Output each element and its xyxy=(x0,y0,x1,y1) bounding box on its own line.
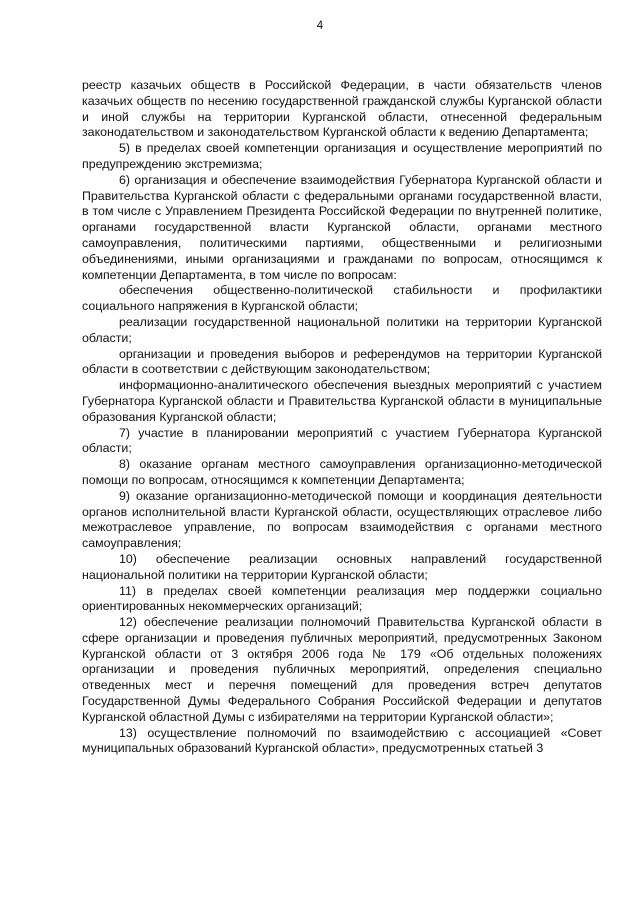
paragraph-item-5: 5) в пределах своей компетенции организация и осуществление мероприятий по предупреждению экстремизма; xyxy=(82,141,602,171)
page-number: 4 xyxy=(316,20,324,32)
paragraph-item-12: 12) обеспечение реализации полномочий Правительства Курганской области в сфере организации и проведения публичных мероприятий, предусмотренных Законом Курганской области от 3 октября 2006 года № 179 «Об отдельных положениях организации и проведения публичных мероприятий, определения специально отведенных мест и перечня помещений для проведения встреч депутатов Государственной Думы Федерального Собрания Российской Федерации и депутатов Курганской областной Думы с избирателями на территории Курганской области»; xyxy=(82,615,602,724)
paragraph-subitem-stability: обеспечения общественно-политической стабильности и профилактики социального напряжения в Курганской области; xyxy=(82,283,602,314)
paragraph-item-8: 8) оказание органам местного самоуправления организационно-методической помощи по вопросам, относящимся к компетенции Департамента; xyxy=(82,457,602,487)
paragraph-subitem-national-policy: реализации государственной национальной политики на территории Курганской области; xyxy=(82,314,602,345)
document-body xyxy=(82,78,602,757)
paragraph-item-13: 13) осуществление полномочий по взаимодействию с ассоциацией «Совет муниципальных образований Курганской области», предусмотренных статьей 3 xyxy=(82,725,602,756)
paragraph-subitem-elections: организации и проведения выборов и референдумов на территории Курганской области в соответствии с действующим законодательством; xyxy=(82,346,602,377)
paragraph-item-9: 9) оказание организационно-методической помощи и координация деятельности органов исполнительной власти Курганской области, осуществляющих отраслевое либо межотраслевое управление, по вопросам взаимодействия с органами местного самоуправления; xyxy=(82,488,602,551)
paragraph-subitem-analytics: информационно-аналитического обеспечения выездных мероприятий с участием Губернатора Курганской области и Правительства Курганской области в муниципальные образования Курганской области; xyxy=(82,378,602,424)
paragraph-registry: реестр казачьих обществ в Российской Федерации, в части обязательств членов казачьих обществ по несению государственной гражданской службы Курганской области и иной службы на территории Курганской области, отнесенной федеральным законодательством и законодательством Курганской области к ведению Департамента; xyxy=(82,78,602,140)
paragraph-item-7: 7) участие в планировании мероприятий с участием Губернатора Курганской области; xyxy=(82,425,602,456)
paragraph-item-11: 11) в пределах своей компетенции реализация мер поддержки социально ориентированных некоммерческих организаций; xyxy=(82,583,602,614)
paragraph-item-6: 6) организация и обеспечение взаимодействия Губернатора Курганской области и Правительства Курганской области с федеральными органами государственной власти, в том числе с Управлением Президента Российской Федерации по внутренней политике, органами государственной власти Курганской области, органами местного самоуправления, политическими партиями, общественными и религиозными объединениями, иными организациями и гражданами по вопросам, относящимся к компетенции Департамента, в том числе по вопросам: xyxy=(82,172,602,282)
paragraph-item-10: 10) обеспечение реализации основных направлений государственной национальной политики на территории Курганской области; xyxy=(82,551,602,582)
